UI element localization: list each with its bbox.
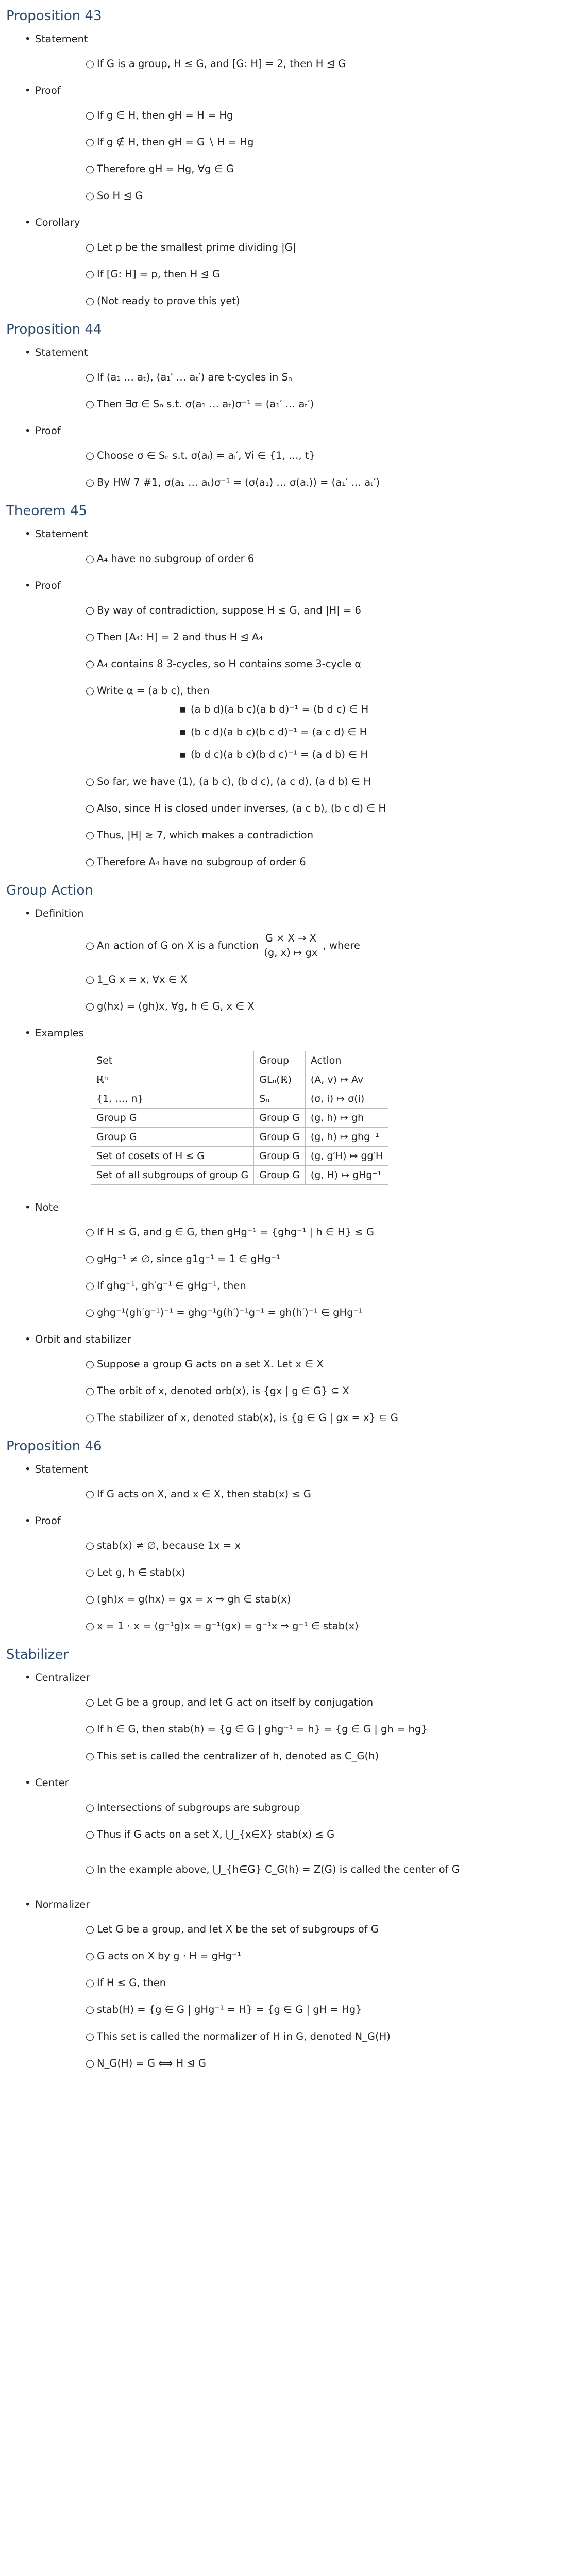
- list-item: Choose σ ∈ Sₙ s.t. σ(aᵢ) = aᵢ′, ∀i ∈ {1, …, t}: [97, 450, 315, 461]
- table-cell: Group G: [91, 1109, 254, 1128]
- section-title: Proposition 44: [6, 322, 102, 337]
- list-item: A₄ contains 8 3-cycles, so H contains some 3-cycle α: [97, 658, 362, 670]
- list-item: This set is called the normalizer of H in G, denoted N_G(H): [97, 2030, 391, 2042]
- section-title: Stabilizer: [6, 1647, 69, 1662]
- list-item: Thus if G acts on a set X, ⋃_{x∈X} stab(x) ≤ G: [97, 1828, 335, 1840]
- list-item: If H ≤ G, and g ∈ G, then gHg⁻¹ = {ghg⁻¹ | h ∈ H} ≤ G: [97, 1226, 374, 1238]
- list-item: N_G(H) = G ⟺ H ⊴ G: [97, 2057, 207, 2069]
- definition-text: An action of G on X is a function: [97, 939, 259, 951]
- list-item: (gh)x = g(hx) = gx = x ⇒ gh ∈ stab(x): [97, 1593, 291, 1605]
- list-item: So H ⊴ G: [97, 190, 143, 202]
- group-label: Normalizer: [35, 1898, 90, 1910]
- map-rule: (g, x) ↦ gx: [264, 947, 318, 959]
- group-label: Proof: [35, 85, 61, 96]
- list-item: Let G be a group, and let G act on itself by conjugation: [97, 1696, 374, 1708]
- group-label: Statement: [35, 346, 88, 358]
- table-cell: ℝⁿ: [91, 1070, 254, 1089]
- list-item: Therefore A₄ have no subgroup of order 6: [97, 856, 306, 868]
- list-item: Let g, h ∈ stab(x): [97, 1566, 185, 1578]
- list-item: Let G be a group, and let X be the set of subgroups of G: [97, 1923, 379, 1935]
- group-label: Note: [35, 1201, 59, 1213]
- table-header-row: [91, 1051, 388, 1070]
- table-row: [91, 1128, 388, 1147]
- table-row: [91, 1147, 388, 1166]
- table-cell: Group G: [254, 1166, 306, 1185]
- group-label: Centralizer: [35, 1672, 90, 1683]
- list-item: The stabilizer of x, denoted stab(x), is {g ∈ G | gx = x} ⊆ G: [97, 1412, 398, 1424]
- table-row: [91, 1109, 388, 1128]
- list-item: ghg⁻¹(gh′g⁻¹)⁻¹ = ghg⁻¹g(h′)⁻¹g⁻¹ = gh(h′)⁻¹ ∈ gHg⁻¹: [97, 1307, 363, 1318]
- list-item: If g ∉ H, then gH = G ∖ H = Hg: [97, 136, 254, 148]
- list-item: If h ∈ G, then stab(h) = {g ∈ G | ghg⁻¹ = h} = {g ∈ G | gh = hg}: [97, 1723, 428, 1735]
- list-item: stab(x) ≠ ∅, because 1x = x: [97, 1540, 241, 1551]
- list-item: gHg⁻¹ ≠ ∅, since g1g⁻¹ = 1 ∈ gHg⁻¹: [97, 1253, 280, 1265]
- list-item: If (a₁ … aₜ), (a₁′ … aₜ′) are t-cycles in Sₙ: [97, 371, 292, 383]
- list-item: If ghg⁻¹, gh′g⁻¹ ∈ gHg⁻¹, then: [97, 1280, 246, 1292]
- table-cell: Group G: [91, 1128, 254, 1147]
- list-item: Also, since H is closed under inverses, (a c b), (b c d) ∈ H: [97, 802, 386, 814]
- list-item: If G acts on X, and x ∈ X, then stab(x) ≤ G: [97, 1488, 311, 1500]
- sub-list-item: (b c d)(a b c)(b c d)⁻¹ = (a c d) ∈ H: [191, 726, 367, 738]
- table-cell: (g, g′H) ↦ gg′H: [305, 1147, 388, 1166]
- list-item: If G is a group, H ≤ G, and [G: H] = 2, then H ⊴ G: [97, 58, 346, 70]
- list-item: Then [A₄: H] = 2 and thus H ⊴ A₄: [97, 631, 263, 643]
- list-item: (Not ready to prove this yet): [97, 295, 240, 307]
- table-cell: (σ, i) ↦ σ(i): [305, 1089, 388, 1109]
- table-header: Action: [305, 1051, 388, 1070]
- table-cell: Set of all subgroups of group G: [91, 1166, 254, 1185]
- sub-list-item: (b d c)(a b c)(b d c)⁻¹ = (a d b) ∈ H: [191, 749, 368, 761]
- list-item: If g ∈ H, then gH = H = Hg: [97, 109, 233, 121]
- group-label: Statement: [35, 33, 88, 45]
- group-label: Proof: [35, 580, 61, 591]
- section-title: Theorem 45: [6, 503, 88, 519]
- list-item: g(hx) = (gh)x, ∀g, h ∈ G, x ∈ X: [97, 1000, 255, 1012]
- list-item: G acts on X by g · H = gHg⁻¹: [97, 1950, 242, 1962]
- section-title: Proposition 46: [6, 1439, 102, 1454]
- table-cell: (g, h) ↦ gh: [305, 1109, 388, 1128]
- list-item: x = 1 · x = (g⁻¹g)x = g⁻¹(gx) = g⁻¹x ⇒ g⁻¹ ∈ stab(x): [97, 1620, 359, 1632]
- table-cell: (A, v) ↦ Av: [305, 1070, 388, 1089]
- table-cell: Sₙ: [254, 1089, 306, 1109]
- list-item: Suppose a group G acts on a set X. Let x ∈ X: [97, 1358, 324, 1370]
- table-cell: Group G: [254, 1128, 306, 1147]
- list-item: A₄ have no subgroup of order 6: [97, 553, 255, 565]
- table-cell: {1, …, n}: [91, 1089, 254, 1109]
- list-item: If H ≤ G, then: [97, 1977, 166, 1989]
- list-item: So far, we have (1), (a b c), (b d c), (a c d), (a d b) ∈ H: [97, 775, 371, 787]
- group-label: Examples: [35, 1027, 84, 1039]
- table-cell: Group G: [254, 1147, 306, 1166]
- group-label: Orbit and stabilizer: [35, 1333, 131, 1345]
- group-label: Statement: [35, 1463, 88, 1475]
- list-item: Then ∃σ ∈ Sₙ s.t. σ(a₁ … aₜ)σ⁻¹ = (a₁′ … aₜ′): [97, 398, 314, 410]
- list-item: By HW 7 #1, σ(a₁ … aₜ)σ⁻¹ = (σ(a₁) … σ(aₜ)) = (a₁′ … aₜ′): [97, 476, 380, 488]
- table-row: [91, 1070, 388, 1089]
- list-item: Let p be the smallest prime dividing |G|: [97, 241, 296, 253]
- group-label: Corollary: [35, 217, 80, 228]
- table-header: Group: [254, 1051, 306, 1070]
- group-label: Center: [35, 1777, 69, 1789]
- group-label: Proof: [35, 425, 61, 437]
- group-label: Statement: [35, 528, 88, 540]
- section-title: Proposition 43: [6, 8, 102, 24]
- table-cell: Set of cosets of H ≤ G: [91, 1147, 254, 1166]
- list-item: stab(H) = {g ∈ G | gHg⁻¹ = H} = {g ∈ G | gH = Hg}: [97, 2004, 362, 2016]
- list-item: Intersections of subgroups are subgroup: [97, 1802, 300, 1813]
- group-label: Proof: [35, 1515, 61, 1527]
- table-row: [91, 1089, 388, 1109]
- list-item: If [G: H] = p, then H ⊴ G: [97, 268, 221, 280]
- list-item: Thus, |H| ≥ 7, which makes a contradiction: [97, 829, 314, 841]
- table-header: Set: [91, 1051, 254, 1070]
- sub-list-item: (a b d)(a b c)(a b d)⁻¹ = (b d c) ∈ H: [191, 703, 369, 715]
- table-cell: GLₙ(ℝ): [254, 1070, 306, 1089]
- definition-tail: , where: [323, 939, 360, 951]
- map-signature: G × X → X: [265, 932, 317, 944]
- section-title: Group Action: [6, 883, 93, 898]
- list-item: 1_G x = x, ∀x ∈ X: [97, 973, 188, 985]
- list-item: This set is called the centralizer of h, denoted as C_G(h): [97, 1750, 379, 1762]
- examples-table: [91, 1051, 388, 1185]
- group-label: Definition: [35, 907, 84, 919]
- list-item: The orbit of x, denoted orb(x), is {gx | g ∈ G} ⊆ X: [97, 1385, 349, 1397]
- table-cell: (g, H) ↦ gHg⁻¹: [305, 1166, 388, 1185]
- list-item: Write α = (a b c), then: [97, 685, 210, 697]
- list-item: Therefore gH = Hg, ∀g ∈ G: [97, 163, 234, 175]
- table-cell: Group G: [254, 1109, 306, 1128]
- table-row: [91, 1166, 388, 1185]
- list-item: By way of contradiction, suppose H ≤ G, and |H| = 6: [97, 604, 361, 616]
- list-item: In the example above, ⋃_{h∈G} C_G(h) = Z(G) is called the center of G: [97, 1863, 460, 1875]
- table-cell: (g, h) ↦ ghg⁻¹: [305, 1128, 388, 1147]
- notes-page: Proposition 43 • Statement ○ If G is a group, H ≤ G, and [G: H] = 2, then H ⊴ G • Proof ○ If g ∈ H, then gH = H = Hg ○ If g ∉ H, then gH = G ∖ H = Hg ○ Therefore gH = Hg, ∀g ∈ G ○ So H ⊴ G • Corollary ○ Let p be the smallest prime dividing |G| ○ If [G: H] = p, then H ⊴ G ○ (Not ready to prove this yet) Proposition 44 • Statement ○ If (a₁ … aₜ), (a₁′ … aₜ′) are t-cycles in Sₙ ○ Then ∃σ ∈ Sₙ s.t. σ(a₁ … aₜ)σ⁻¹ = (a₁′ … aₜ′) • Proof ○ Choose σ ∈ Sₙ s.t. σ(aᵢ) = aᵢ′, ∀i ∈ {1, …, t} ○ By HW 7 #1, σ(a₁ … aₜ)σ⁻¹ = (σ(a₁) … σ(aₜ)) = (a₁′ … aₜ′) Theorem 45 • Statement ○ A₄ have no subgroup of order 6 • Proof ○ By way of contradiction, suppose H ≤ G, and |H| = 6 ○ Then [A₄: H] = 2 and thus H ⊴ A₄ ○ A₄ contains 8 3-cycles, so H contains some 3-cycle α ○ Write α = (a b c), then ▪ (a b d)(a b c)(a b d)⁻¹ = (b d c) ∈ H ▪ (b c d)(a b c)(b c d)⁻¹ = (a c d) ∈ H ▪ (b d c)(a b c)(b d c)⁻¹ = (a d b) ∈ H ○ So far, we have (1), (a b c), (b d c), (a c d), (a d b) ∈ H ○ Also, since H is closed under inverses, (a c b), (b c d) ∈ H ○ Thus, |H| ≥ 7, which makes a contradiction ○ Therefore A₄ have no subgroup of order 6 Group Action • Definition ○ An action of G on X is a function G × X → X (g, x) ↦ gx , where ○ 1_G x = x, ∀x ∈ X ○ g(hx) = (gh)x, ∀g, h ∈ G, x ∈ X • Examples Set Group Action ℝⁿ GLₙ(ℝ) (A, v) ↦ Av {1, …, n} Sₙ (σ, i) ↦ σ(i) Group G Group G (g, h) ↦ gh Group G Group G (g, h) ↦ ghg⁻¹ Set of cosets of H ≤ G Group G (g, g′H) ↦ gg′H Set of all subgroups of group G Group G (g, H) ↦ gHg⁻¹ • Note ○ If H ≤ G, and g ∈ G, then gHg⁻¹ = {ghg⁻¹ | h ∈ H} ≤ G ○ gHg⁻¹ ≠ ∅, since g1g⁻¹ = 1 ∈ gHg⁻¹ ○ If ghg⁻¹, gh′g⁻¹ ∈ gHg⁻¹, then ○ ghg⁻¹(gh′g⁻¹)⁻¹ = ghg⁻¹g(h′)⁻¹g⁻¹ = gh(h′)⁻¹ ∈ gHg⁻¹ • Orbit and stabilizer ○ Suppose a group G acts on a set X. Let x ∈ X ○ The orbit of x, denoted orb(x), is {gx | g ∈ G} ⊆ X ○ The stabilizer of x, denoted stab(x), is {g ∈ G | gx = x} ⊆ G Proposition 46 • Statement ○ If G acts on X, and x ∈ X, then stab(x) ≤ G • Proof ○ stab(x) ≠ ∅, because 1x = x ○ Let g, h ∈ stab(x) ○ (gh)x = g(hx) = gx = x ⇒ gh ∈ stab(x) ○ x = 1 · x = (g⁻¹g)x = g⁻¹(gx) = g⁻¹x ⇒ g⁻¹ ∈ stab(x) Stabilizer • Centralizer ○ Let G be a group, and let G act on itself by conjugation ○ If h ∈ G, then stab(h) = {g ∈ G | ghg⁻¹ = h} = {g ∈ G | gh = hg} ○ This set is called the centralizer of h, denoted as C_G(h) • Center ○ Intersections of subgroups are subgroup ○ Thus if G acts on a set X, ⋃_{x∈X} stab(x) ≤ G ○ In the example above, ⋃_{h∈G} C_G(h) = Z(G) is called the center of G • Normalizer ○ Let G be a group, and let X be the set of subgroups of G ○ G acts on X by g · H = gHg⁻¹ ○ If H ≤ G, then ○ stab(H) = {g ∈ G | gHg⁻¹ = H} = {g ∈ G | gH = Hg} ○ This set is called the normalizer of H in G, denoted N_G(H) ○ N_G(H) = G ⟺ H ⊴ G: [0, 0, 575, 2576]
